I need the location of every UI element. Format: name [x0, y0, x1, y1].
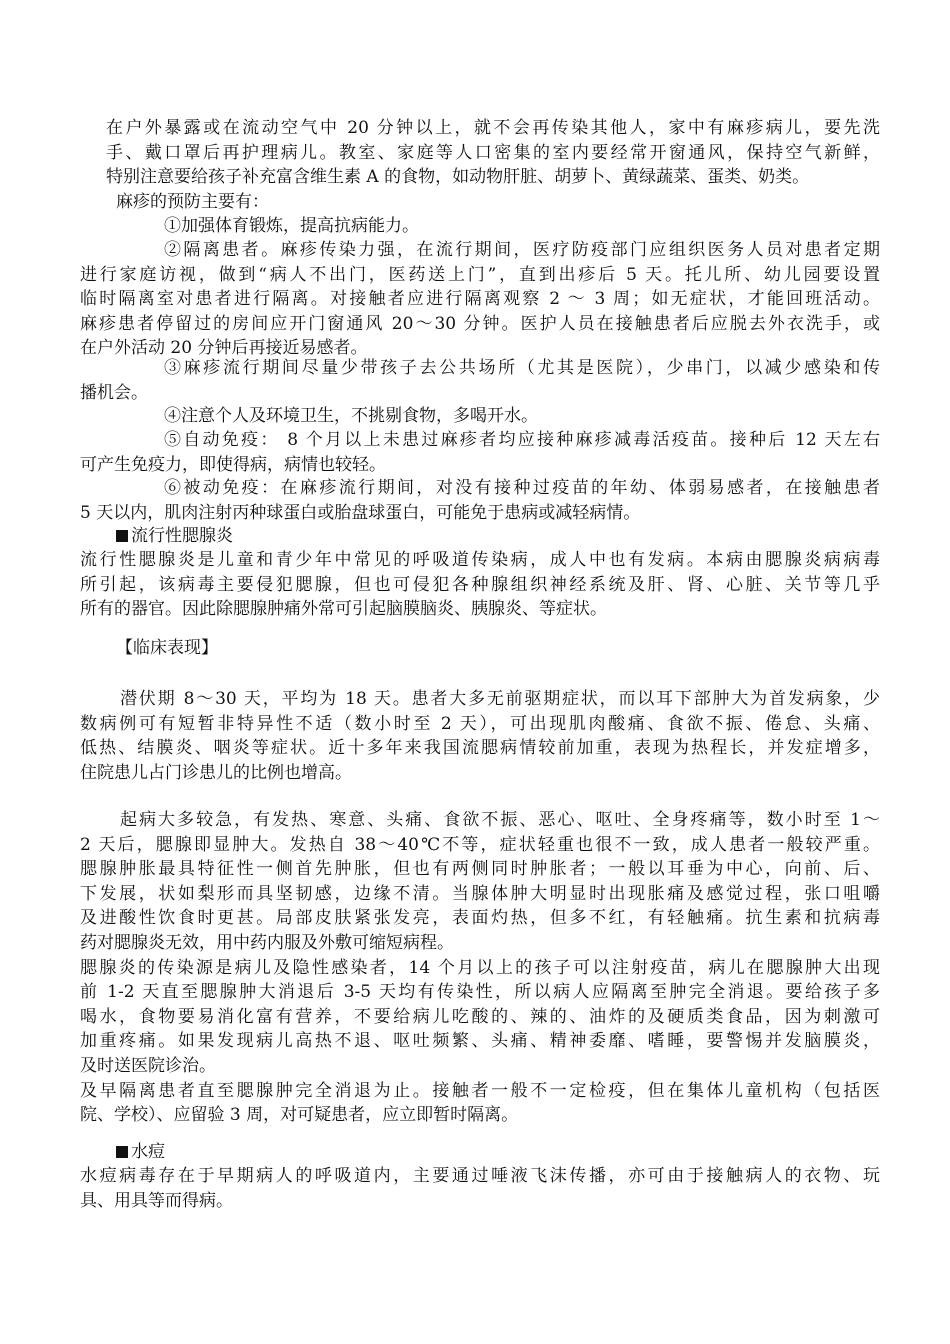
square-bullet-icon: [116, 1146, 128, 1158]
prevention-item-4: ④注意个人及环境卫生，不挑剔食物，多喝开水。: [164, 406, 538, 426]
prevention-item-5: ⑤自动免疫： 8 个月以上未患过麻疹者均应接种麻疹减毒活疫苗。接种后 12 天左右 可产生免疫力，即使得病，病情也较轻。: [80, 430, 880, 475]
varicella-paragraph: 水痘病毒存在于早期病人的呼吸道内，主要通过唾液飞沫传播，亦可由于接触病人的衣物、玩 具、用具等而得病。: [80, 1166, 880, 1211]
section-heading-varicella: 水痘: [116, 1140, 165, 1164]
clinical-heading: 【临床表现】: [116, 638, 218, 658]
prevention-item-3: ③麻疹流行期间尽量少带孩子去公共场所（尤其是医院），少串门，以减少感染和传 播机会。: [80, 358, 880, 403]
measles-spread-paragraph: [80, 116, 880, 190]
prevention-item-6: ⑥被动免疫：在麻疹流行期间，对没有接种过疫苗的年幼、体弱易感者，在接触患者 5 天以内，肌肉注射丙种球蛋白或胎盘球蛋白，可能免于患病或减轻病情。: [80, 478, 880, 523]
text-line: 手、戴口罩后再护理病儿。教室、家庭等人口密集的室内要经常开窗通风，保持空气新鲜，: [106, 142, 880, 163]
text-line: 特别注意要给孩子补充富含维生素 A 的食物，如动物肝脏、胡萝卜、黄绿蔬菜、蛋类、奶类。: [106, 167, 810, 188]
clinical-paragraph-1: 潜伏期 8～30 天，平均为 18 天。患者大多无前驱期症状，而以耳下部肿大为首发病象，少 数病例可有短暂非特异性不适（数小时至 2 天），可出现肌肉酸痛、食欲不振、倦怠、头痛、 低热、结膜炎、咽炎等症状。近十多年来我国流腮病情较前加重，表现为热程长，并发症增多， 住院患儿占门诊患儿的比例也增高。: [80, 689, 880, 783]
prevention-item-1: ①加强体育锻炼，提高抗病能力。: [164, 216, 419, 236]
mumps-intro-paragraph: 流行性腮腺炎是儿童和青少年中常见的呼吸道传染病，成人中也有发病。本病由腮腺炎病病毒 所引起，该病毒主要侵犯腮腺，但也可侵犯各种腺组织神经系统及肝、肾、心脏、关节等几乎 所有的器官。因此除腮腺肿痛外常可引起脑膜脑炎、胰腺炎、等症状。: [80, 550, 880, 620]
text-line: 在户外暴露或在流动空气中 20 分钟以上，就不会再传染其他人，家中有麻疹病儿，要先洗: [106, 118, 880, 138]
clinical-paragraph-2: 起病大多较急，有发热、寒意、头痛、食欲不振、恶心、呕吐、全身疼痛等，数小时至 1～ 2 天后，腮腺即显肿大。发热自 38～40℃不等，症状轻重也很不一致，成人患者一般较严重。 腮腺肿胀最具特征性一侧首先肿胀，但也有两侧同时肿胀者；一般以耳垂为中心，向前、后、 下发展，状如梨形而具坚韧感，边缘不清。当腺体肿大明显时出现胀痛及感觉过程，张口咀嚼 及进酸性饮食时更甚。局部皮肤紧张发亮，表面灼热，但多不红，有轻触痛。抗生素和抗病毒 药对腮腺炎无效，用中药内服及外敷可缩短病程。 腮腺炎的传染源是病儿及隐性感染者，14 个月以上的孩子可以注射疫苗，病儿在腮腺肿大出现 前 1-2 天直至腮腺肿大消退后 3-5 天均有传染性，所以病人应隔离至肿完全消退。要给孩子多 喝水，食物要易消化富有营养，不要给病儿吃酸的、辣的、油炸的及硬质类食品，因为刺激可 加重疼痛。如果发现病儿高热不退、呕吐频繁、头痛、精神委靡、嗜睡，要警惕并发脑膜炎， 及时送医院诊治。 及早隔离患者直至腮腺肿完全消退为止。接触者一般不一定检疫，但在集体儿童机构（包括医 院、学校）、应留验 3 周，对可疑患者，应立即暂时隔离。: [80, 810, 880, 1126]
prevention-title: 麻疹的预防主要有：: [116, 192, 269, 212]
prevention-item-2: ②隔离患者。麻疹传染力强，在流行期间，医疗防疫部门应组织医务人员对患者定期 进行家庭访视，做到“病人不出门，医药送上门”，直到出疹后 5 天。托儿所、幼儿园要设置 临时隔离室对患者进行隔离。对接触者应进行隔离观察 2 ～ 3 周；如无症状，才能回班活动。 麻疹患者停留过的房间应开门窗通风 20～30 分钟。医护人员在接触患者后应脱去外衣洗手，或 在户外活动 20 分钟后再接近易感者。: [80, 240, 880, 359]
square-bullet-icon: [116, 530, 128, 542]
section-heading-mumps: 流行性腮腺炎: [116, 524, 233, 548]
